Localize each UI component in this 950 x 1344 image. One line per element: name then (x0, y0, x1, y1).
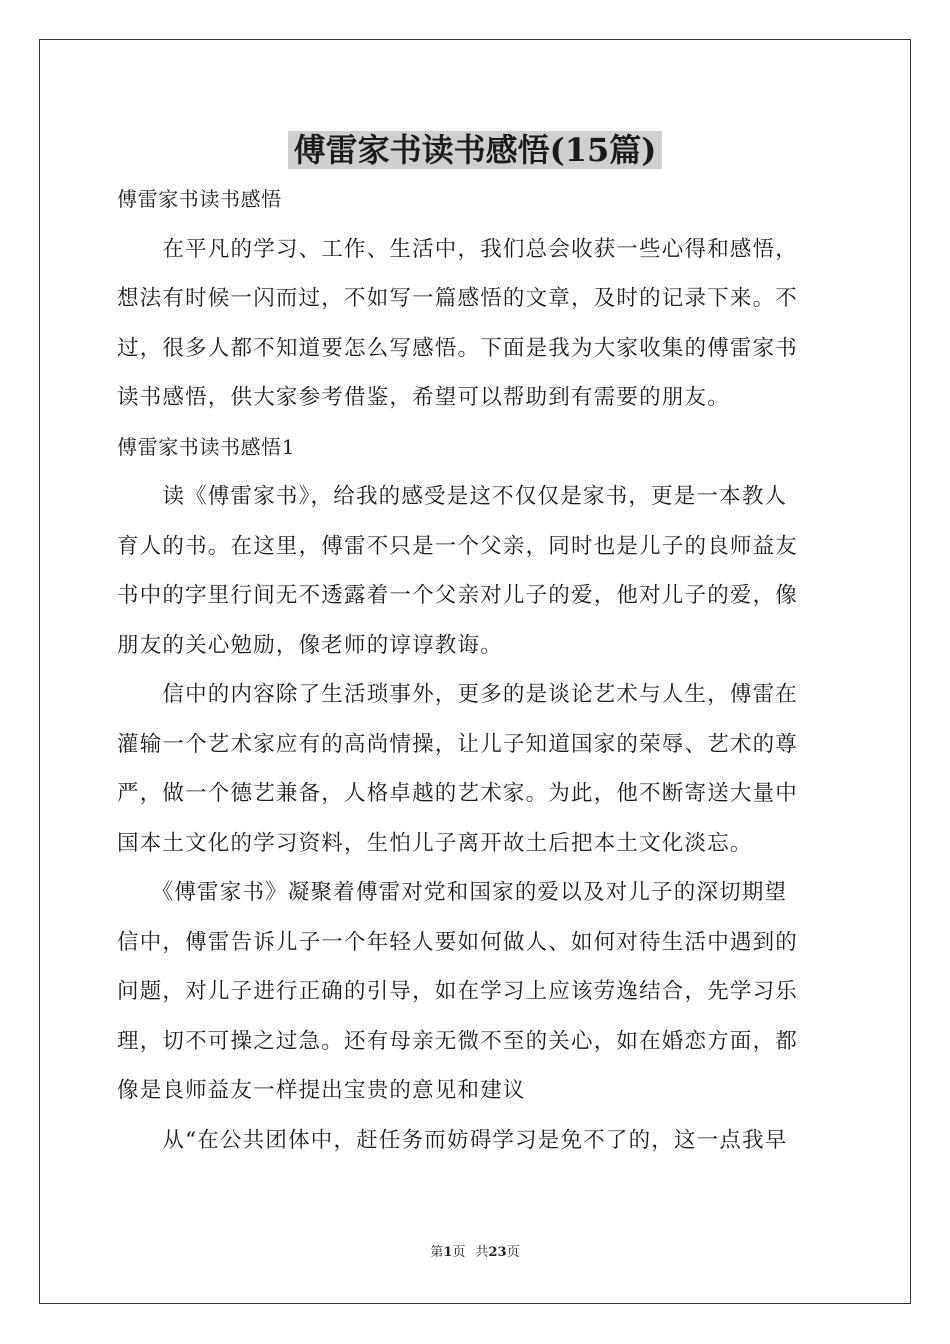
paragraph-line: 灌输一个艺术家应有的高尚情操，让儿子知道国家的荣辱、艺术的尊 (117, 731, 799, 757)
page-prefix: 第 (430, 1245, 444, 1260)
paragraph-line: 想法有时候一闪而过，不如写一篇感悟的文章，及时的记录下来。不 (117, 286, 799, 311)
total-prefix: 共 (475, 1245, 489, 1260)
paragraph-line: 书中的字里行间无不透露着一个父亲对儿子的爱，他对儿子的爱，像 (117, 583, 799, 608)
paragraph-line: 严，做一个德艺兼备，人格卓越的艺术家。为此，他不断寄送大量中 (117, 781, 799, 806)
paragraph-line: 理，切不可操之过急。还有母亲无微不至的关心，如在婚恋方面，都 (117, 1028, 799, 1054)
page-unit: 页 (452, 1245, 466, 1260)
document-body (117, 175, 833, 1165)
page-footer (0, 1244, 950, 1262)
paragraph-line: 从“在公共团体中，赶任务而妨碍学习是免不了的，这一点我早 (117, 1127, 788, 1153)
section-heading: 傅雷家书读书感悟1 (117, 434, 296, 459)
paragraph-line: 朋友的关心勉励，像老师的谆谆教诲。 (117, 632, 503, 658)
paragraph-line: 像是良师益友一样提出宝贵的意见和建议 (117, 1078, 526, 1103)
paragraph-line: 育人的书。在这里，傅雷不只是一个父亲，同时也是儿子的良师益友 (117, 533, 799, 559)
paragraph-line: 读《傅雷家书》，给我的感受是这不仅仅是家书，更是一本教人 (117, 484, 788, 509)
paragraph-line: 国本土文化的学习资料，生怕儿子离开故土后把本土文化淡忘。 (117, 830, 753, 856)
paragraph-line: 读书感悟，供大家参考借鉴，希望可以帮助到有需要的朋友。 (117, 385, 730, 410)
section-heading: 傅雷家书读书感悟 (117, 187, 282, 211)
document-title (0, 128, 950, 172)
paragraph-line: 信中的内容除了生活琐事外，更多的是谈论艺术与人生，傅雷在 (117, 682, 799, 707)
paragraph-line: 过，很多人都不知道要怎么写感悟。下面是我为大家收集的傅雷家书 (117, 335, 799, 361)
total-unit: 页 (506, 1245, 520, 1260)
page-total: 23 (488, 1245, 507, 1260)
paragraph-line: 信中，傅雷告诉儿子一个年轻人要如何做人、如何对待生活中遇到的 (117, 929, 799, 955)
document-title-text: 傅雷家书读书感悟(15篇) (288, 131, 663, 169)
paragraph-line: 问题，对儿子进行正确的引导，如在学习上应该劳逸结合，先学习乐 (117, 979, 799, 1004)
paragraph-line: 《傅雷家书》凝聚着傅雷对党和国家的爱以及对儿子的深切期望 (117, 880, 788, 905)
paragraph-line: 在平凡的学习、工作、生活中，我们总会收获一些心得和感悟， (117, 236, 799, 262)
page-current: 1 (443, 1245, 453, 1260)
